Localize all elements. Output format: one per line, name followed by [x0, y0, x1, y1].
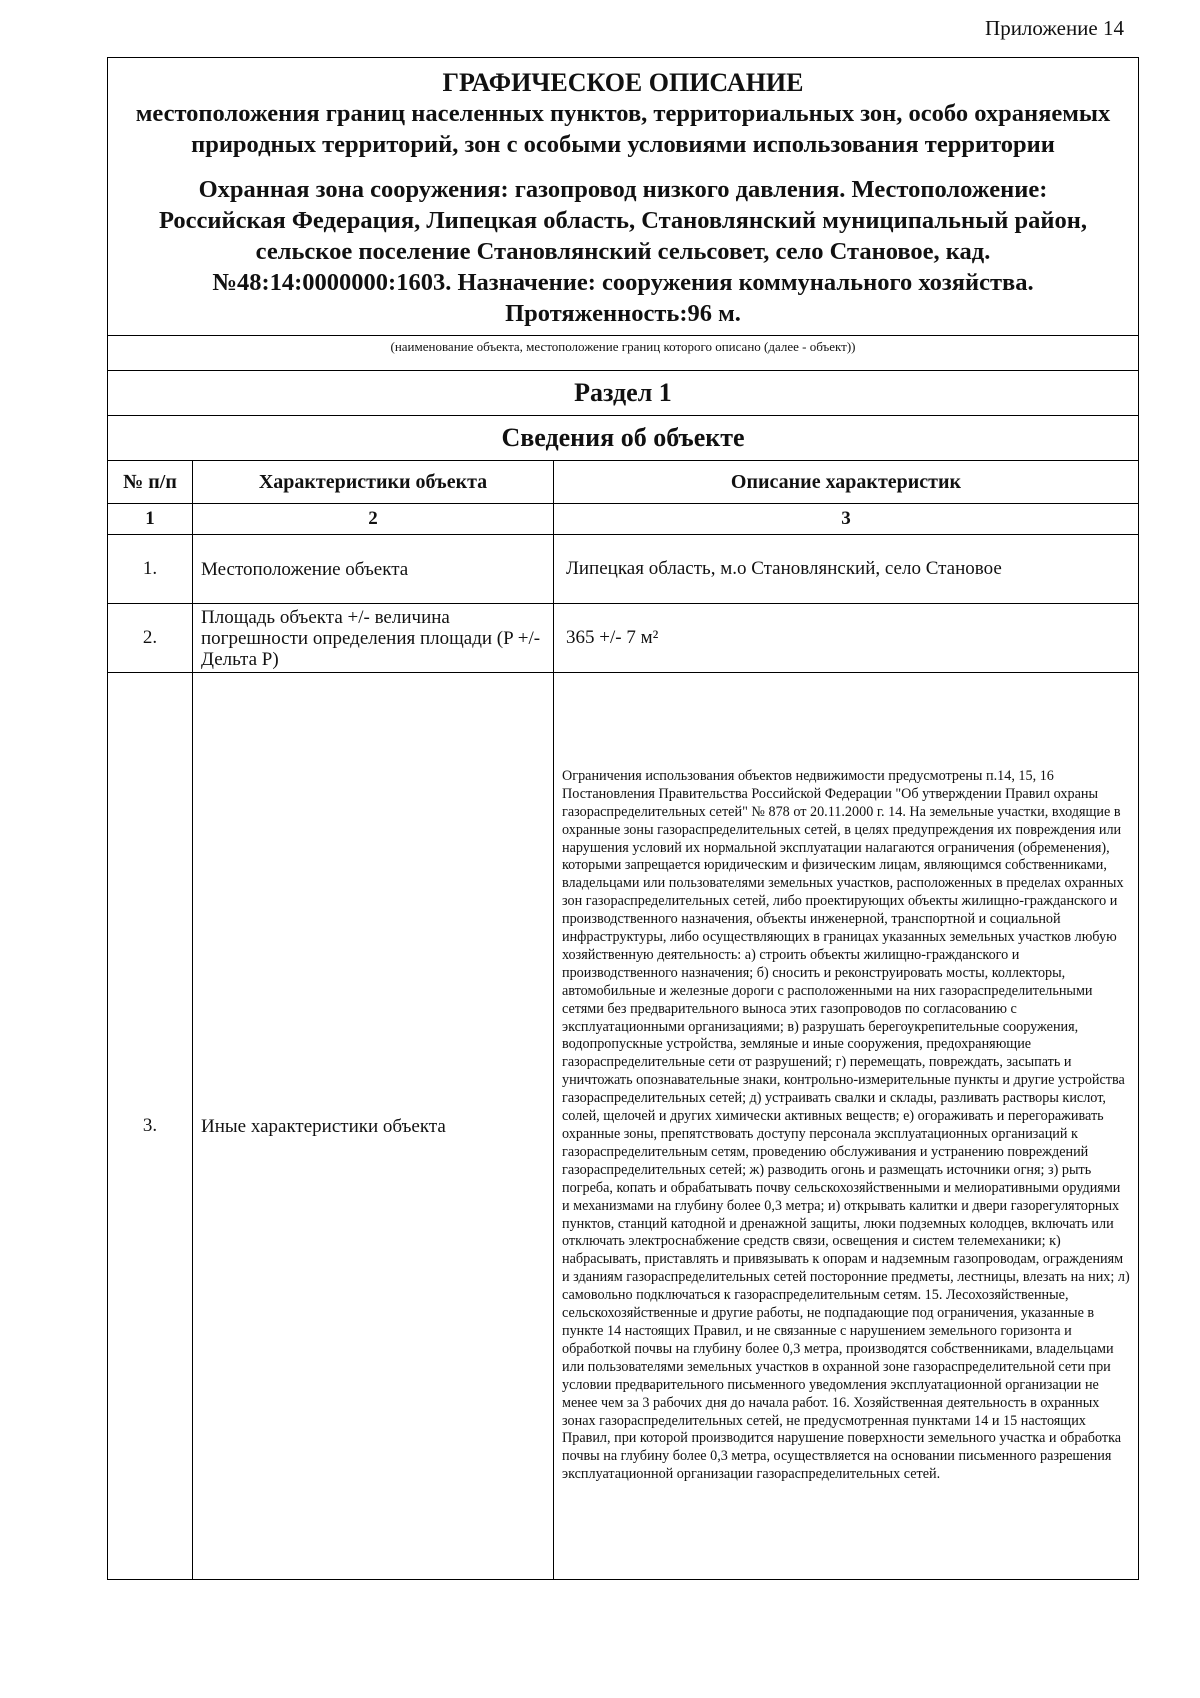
document-sheet — [107, 57, 1139, 1580]
row-value-cell — [554, 673, 1139, 1580]
section-subtitle: Сведения об объекте — [108, 415, 1138, 460]
row-value-cell — [554, 604, 1139, 673]
row-name: Площадь объекта +/- величина погрешности определения площади (P +/- Дельта P) — [201, 607, 541, 669]
row-value: Липецкая область, м.о Становлянский, село Становое — [566, 558, 1002, 579]
column-number: 2 — [193, 504, 554, 535]
table-row — [108, 673, 1138, 1580]
object-name-line: Российская Федерация, Липецкая область, Становлянский муниципальный район, — [159, 207, 1087, 234]
column-number: 1 — [108, 504, 193, 535]
document-subtitle: местоположения границ населенных пунктов, территориальных зон, особо охраняемых природных территорий, зон с особыми условиями использования территории — [135, 100, 1111, 158]
table-header-row — [108, 461, 1138, 504]
table-row — [108, 604, 1138, 673]
row-name-cell — [193, 604, 554, 673]
row-number: 1. — [108, 535, 193, 604]
object-name-line: №48:14:0000000:1603. Назначение: сооружения коммунального хозяйства. — [212, 269, 1034, 296]
row-value: 365 +/- 7 м² — [566, 627, 659, 648]
appendix-label: Приложение 14 — [985, 16, 1124, 40]
column-header: Характеристики объекта — [193, 461, 554, 504]
column-header: Описание характеристик — [554, 461, 1139, 504]
object-name-line: сельское поселение Становлянский сельсовет, село Становое, кад. — [255, 238, 991, 265]
restrictions-text: Ограничения использования объектов недвижимости предусмотрены п.14, 15, 16 Постановления Правительства Российской Федерации "Об утверждении Правил охраны газораспределительных сетей" № 878 от 20.11.2000 г. 14. На земельные участки, входящие в охранные зоны газораспределительных сетей, в целях предупреждения их повреждения или нарушения условий их нормальной эксплуатации налагаются ограничения (обременения), которыми запрещается юридическим и физическим лицам, являющимся собственниками, владельцами или пользователями земельных участков, расположенных в пределах охранных зон газораспределительных сетей, либо проектирующих объекты жилищно-гражданского и производственного назначения, объекты инженерной, транспортной и социальной инфраструктуры, либо осуществляющих в границах указанных земельных участков любую хозяйственную деятельность: а) строить объекты жилищно-гражданского и производственного назначения; б) сносить и реконструировать мосты, коллекторы, автомобильные и железные дороги с расположенными на них газораспределительными сетями без предварительного выноса этих газопроводов по согласованию с эксплуатационными организациями; в) разрушать берегоукрепительные сооружения, водопропускные устройства, земляные и иные сооружения, предохраняющие газораспределительные сети от разрушений; г) перемещать, повреждать, засыпать и уничтожать опознавательные знаки, контрольно-измерительные пункты и другие устройства газораспределительных сетей; д) устраивать свалки и склады, разливать растворы кислот, солей, щелочей и других химически активных веществ; е) огораживать и перегораживать охранные зоны, препятствовать доступу персонала эксплуатационных организаций к газораспределительным сетям, проведению обслуживания и устранению повреждений газораспределительных сетей; ж) разводить огонь и размещать источники огня; з) рыть погреба, копать и обрабатывать почву сельскохозяйственными и мелиоративными орудиями и механизмами на глубину более 0,3 метра; и) открывать калитки и двери газорегуляторных пунктов, станций катодной и дренажной защиты, люки подземных колодцев, включать или отключать электроснабжение средств связи, освещения и систем телемеханики; к) набрасывать, приставлять и привязывать к опорам и надземным газопроводам, ограждениям и зданиям газораспределительных сетей посторонние предметы, лестницы, влезать на них; л) самовольно подключаться к газораспределительным сетям. 15. Лесохозяйственные, сельскохозяйственные и другие работы, не подпадающие под ограничения, указанные в пункте 14 настоящих Правил, и не связанные с нарушением земельного горизонта и обработкой почвы на глубину более 0,3 метра, производятся собственниками, владельцами или пользователями земельных участков в охранной зоне газораспределительной сети при условии предварительного письменного уведомления эксплуатационной организации не менее чем за 3 рабочих дня до начала работ. 16. Хозяйственная деятельность в охранных зонах газораспределительных сетей, не предусмотренная пунктами 14 и 15 настоящих Правил, при которой производится нарушение поверхности земельного участка и обработка почвы на глубину более 0,3 метра, осуществляется на основании письменного разрешения эксплуатационной организации газораспределительных сетей. — [562, 767, 1130, 1483]
column-number-row — [108, 504, 1138, 535]
table-row — [108, 535, 1138, 604]
characteristics-table — [108, 460, 1138, 1579]
object-name — [114, 174, 1132, 331]
row-number: 2. — [108, 604, 193, 673]
column-number: 3 — [554, 504, 1139, 535]
document-header — [108, 58, 1138, 331]
object-name-line: Охранная зона сооружения: газопровод низкого давления. Местоположение: — [198, 176, 1048, 203]
section-title: Раздел 1 — [108, 370, 1138, 415]
row-name: Местоположение объекта — [201, 558, 409, 580]
row-name: Иные характеристики объекта — [201, 1115, 446, 1137]
document-title: ГРАФИЧЕСКОЕ ОПИСАНИЕ — [442, 68, 804, 97]
row-name-cell — [193, 535, 554, 604]
row-name-cell — [193, 673, 554, 1580]
row-value-cell — [554, 535, 1139, 604]
row-number: 3. — [108, 673, 193, 1580]
column-header: № п/п — [108, 461, 193, 504]
object-name-line: Протяженность:96 м. — [505, 300, 741, 327]
object-name-caption: (наименование объекта, местоположение границ которого описано (далее - объект)) — [390, 339, 856, 354]
